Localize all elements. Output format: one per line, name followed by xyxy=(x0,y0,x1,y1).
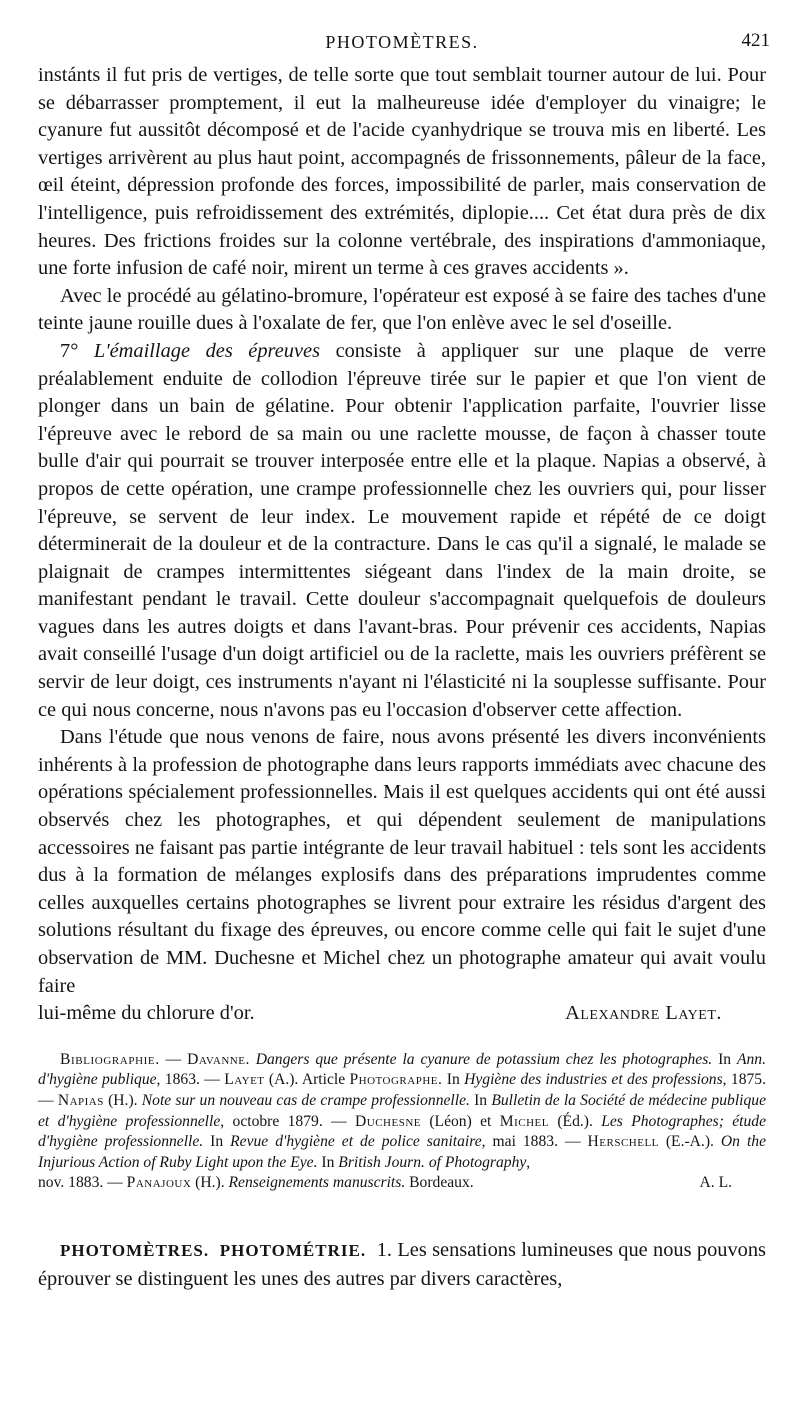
bib-michel-initial: (Éd.). xyxy=(549,1112,602,1130)
bib-author-napias: Napias xyxy=(57,1091,104,1109)
bib-year-1863: , 1863. — xyxy=(156,1071,225,1089)
new-article-text: 1. Les sensations lumineuses que nous pouvons éprouver se distinguent les unes des autres par divers caractères, xyxy=(38,1238,766,1291)
bib-title-herschell: On the Injurious Action of Ruby Light upon the Eye. xyxy=(38,1133,766,1171)
paragraph-conclusion-text: Dans l'étude que nous venons de faire, nous avons présenté les divers inconvénients inhérents à la profession de photographe dans leurs rapports immédiats avec chacune des opérations spécialement professionnelles. Mais il est quelques accidents qui ont été aussi observés chez les photographes, et qui dépendent seulement de manipulations accessoires ne faisant pas partie intégrante de leur travail habituel : tels sont les accidents dus à la formation de mélanges explosifs dans des préparations imprudentes comme celles auxquelles certains photographes se livrent pour extraire les résidus d'argent des solutions résultant du fixage des épreuves, ou encore comme celle qui fait le sujet d'une observation de MM. Duchesne et Michel chez un photographe amateur qui avait voulu faire xyxy=(38,726,766,997)
paragraph-conclusion-last-line: lui-même du chlorure d'or. xyxy=(38,1002,255,1025)
bib-article-photographe: Photographe. xyxy=(349,1071,443,1089)
bib-date-1879: , octobre 1879. — xyxy=(220,1112,356,1130)
bib-duchesne-initial: (Léon) et xyxy=(421,1112,500,1130)
running-title: PHOTOMÈTRES. xyxy=(325,32,479,52)
bib-sep: — xyxy=(159,1050,188,1068)
bibliography-last-line xyxy=(38,1173,766,1194)
bib-author-michel: Michel xyxy=(499,1112,549,1130)
bib-date-1883: , mai 1883. — xyxy=(481,1133,588,1151)
bib-title-photographes: Les Photographes; étude d'hygiène professionnelle. xyxy=(38,1112,767,1151)
bib-journal-ann-hygiene: Ann. d'hygiène publique xyxy=(38,1050,766,1089)
headword-photometrie: PHOTOMÉTRIE. xyxy=(219,1240,367,1260)
bib-panajoux-initial: (H.). xyxy=(191,1174,229,1192)
bib-author-herschell: Herschell xyxy=(587,1133,659,1151)
bib-in: In xyxy=(442,1071,465,1089)
paragraph-case-report-end: instánts il fut pris de vertiges, de telle sorte que tout semblait tourner autour de lui. Pour se débarrasser promptement, il eut la malheureuse idée d'employer du vinaigre; le cyanure fut aussitôt décomposé et de l'acide cyanhydrique se trouva mis en liberté. Les vertiges arrivèrent au plus haut point, accompagnés de frissonnements, pâleur de la face, œil éteint, dépression profonde des forces, impossibilité de parler, mais conservation de l'intelligence, puis refroidissement des extrémités, diplopie.... Cet état dura près de dix heures. Des frictions froides sur la colonne vertébrale, des inspirations d'ammoniaque, une forte infusion de café noir, mirent un terme à ces graves accidents ». xyxy=(38,64,766,280)
bibliography-initials: A. L. xyxy=(699,1174,732,1192)
bib-in: In xyxy=(203,1133,231,1151)
bib-napias-initial: (H.). xyxy=(103,1091,142,1109)
bib-layet-initial: (A.). Article xyxy=(264,1071,350,1089)
bib-comma: , xyxy=(526,1153,531,1171)
section-number: 7° xyxy=(60,339,79,362)
bib-herschell-initial: (E.-A.). xyxy=(658,1133,721,1151)
bib-author-layet: Layet xyxy=(224,1071,265,1089)
paragraph-emaillage xyxy=(38,338,766,724)
bib-journal-revue-hygiene: Revue d'hygiène et de police sanitaire xyxy=(230,1133,482,1151)
author-signature: Alexandre Layet. xyxy=(565,1002,722,1025)
section-term: L'émaillage des épreuves xyxy=(93,339,321,362)
bib-title-napias: Note sur un nouveau cas de crampe professionnelle. xyxy=(141,1091,470,1109)
signature-line xyxy=(38,1000,766,1028)
page-number: 421 xyxy=(741,30,770,51)
bib-author-duchesne: Duchesne xyxy=(355,1112,422,1130)
bib-year-1875: , 1875. — xyxy=(38,1071,766,1109)
article-body xyxy=(38,62,766,1028)
bib-in: In xyxy=(469,1091,492,1109)
new-article-start xyxy=(38,1236,766,1294)
running-header xyxy=(38,18,770,52)
paragraph-conclusion xyxy=(38,724,766,1000)
document-page xyxy=(38,18,770,1314)
bib-book-hygiene-industries: Hygiène des industries et des professions xyxy=(464,1071,723,1089)
bib-date-nov-1883: nov. 1883. — xyxy=(38,1174,127,1192)
bib-in: In xyxy=(712,1050,737,1068)
bib-author-davanne: Davanne. xyxy=(187,1050,250,1068)
bibliography-entries xyxy=(38,1050,766,1174)
paragraph-emaillage-text: consiste à appliquer sur une plaque de verre préalablement enduite de collodion l'épreuve tirée sur le papier et que l'on vient de plonger dans un bain de gélatine. Pour obtenir l'application parfaite, l'ouvrier lisse l'épreuve avec le rebord de sa main ou une raclette mousse, de façon à chasser toute bulle d'air qui pourrait se trouver interposée entre elle et la plaque. Napias a observé, à propos de cette opération, une crampe professionnelle chez les ouvriers qui, pour lisser l'épreuve, se servent de leur index. Le mouvement rapide et répété de ce doigt déterminerait de la douleur et de la contracture. Dans le cas qu'il a signalé, le malade se plaignait de crampes intermittentes siégeant dans l'index de la main droite, se manifestant pendant le travail. Cette douleur s'accompagnait quelquefois de douleurs vagues dans les autres doigts et dans l'avant-bras. Pour prévenir ces accidents, Napias avait conseillé l'usage d'un doigt artificiel ou de la raclette, mais les ouvriers préfèrent se servir de leur doigt, ces instruments n'ayant ni l'élasticité ni la souplesse suffisante. Pour ce qui nous concerne, nous n'avons pas eu l'occasion d'observer cette affection. xyxy=(38,339,766,721)
bib-author-panajoux: Panajoux xyxy=(126,1174,192,1192)
bibliography-label: Bibliographie. xyxy=(60,1050,160,1068)
paragraph-gelatino-bromure: Avec le procédé au gélatino-bromure, l'opérateur est exposé à se faire des taches d'une teinte jaune rouille dues à l'oxalate de fer, que l'on enlève avec le sel d'oseille. xyxy=(38,284,766,335)
bib-journal-bulletin: Bulletin de la Société de médecine publique et d'hygiène professionnelle xyxy=(38,1091,766,1130)
bib-place-bordeaux: Bordeaux. xyxy=(405,1174,474,1192)
bib-title-davanne: Dangers que présente la cyanure de potassium chez les photographes. xyxy=(255,1050,713,1068)
headword-photometres: PHOTOMÈTRES. xyxy=(60,1240,210,1260)
bib-journal-british: British Journ. of Photography xyxy=(338,1153,527,1171)
bib-in: In xyxy=(317,1153,339,1171)
bibliography-final-entry xyxy=(38,1173,474,1194)
bibliography xyxy=(38,1050,766,1194)
bib-title-renseignements: Renseignements manuscrits. xyxy=(228,1174,406,1192)
